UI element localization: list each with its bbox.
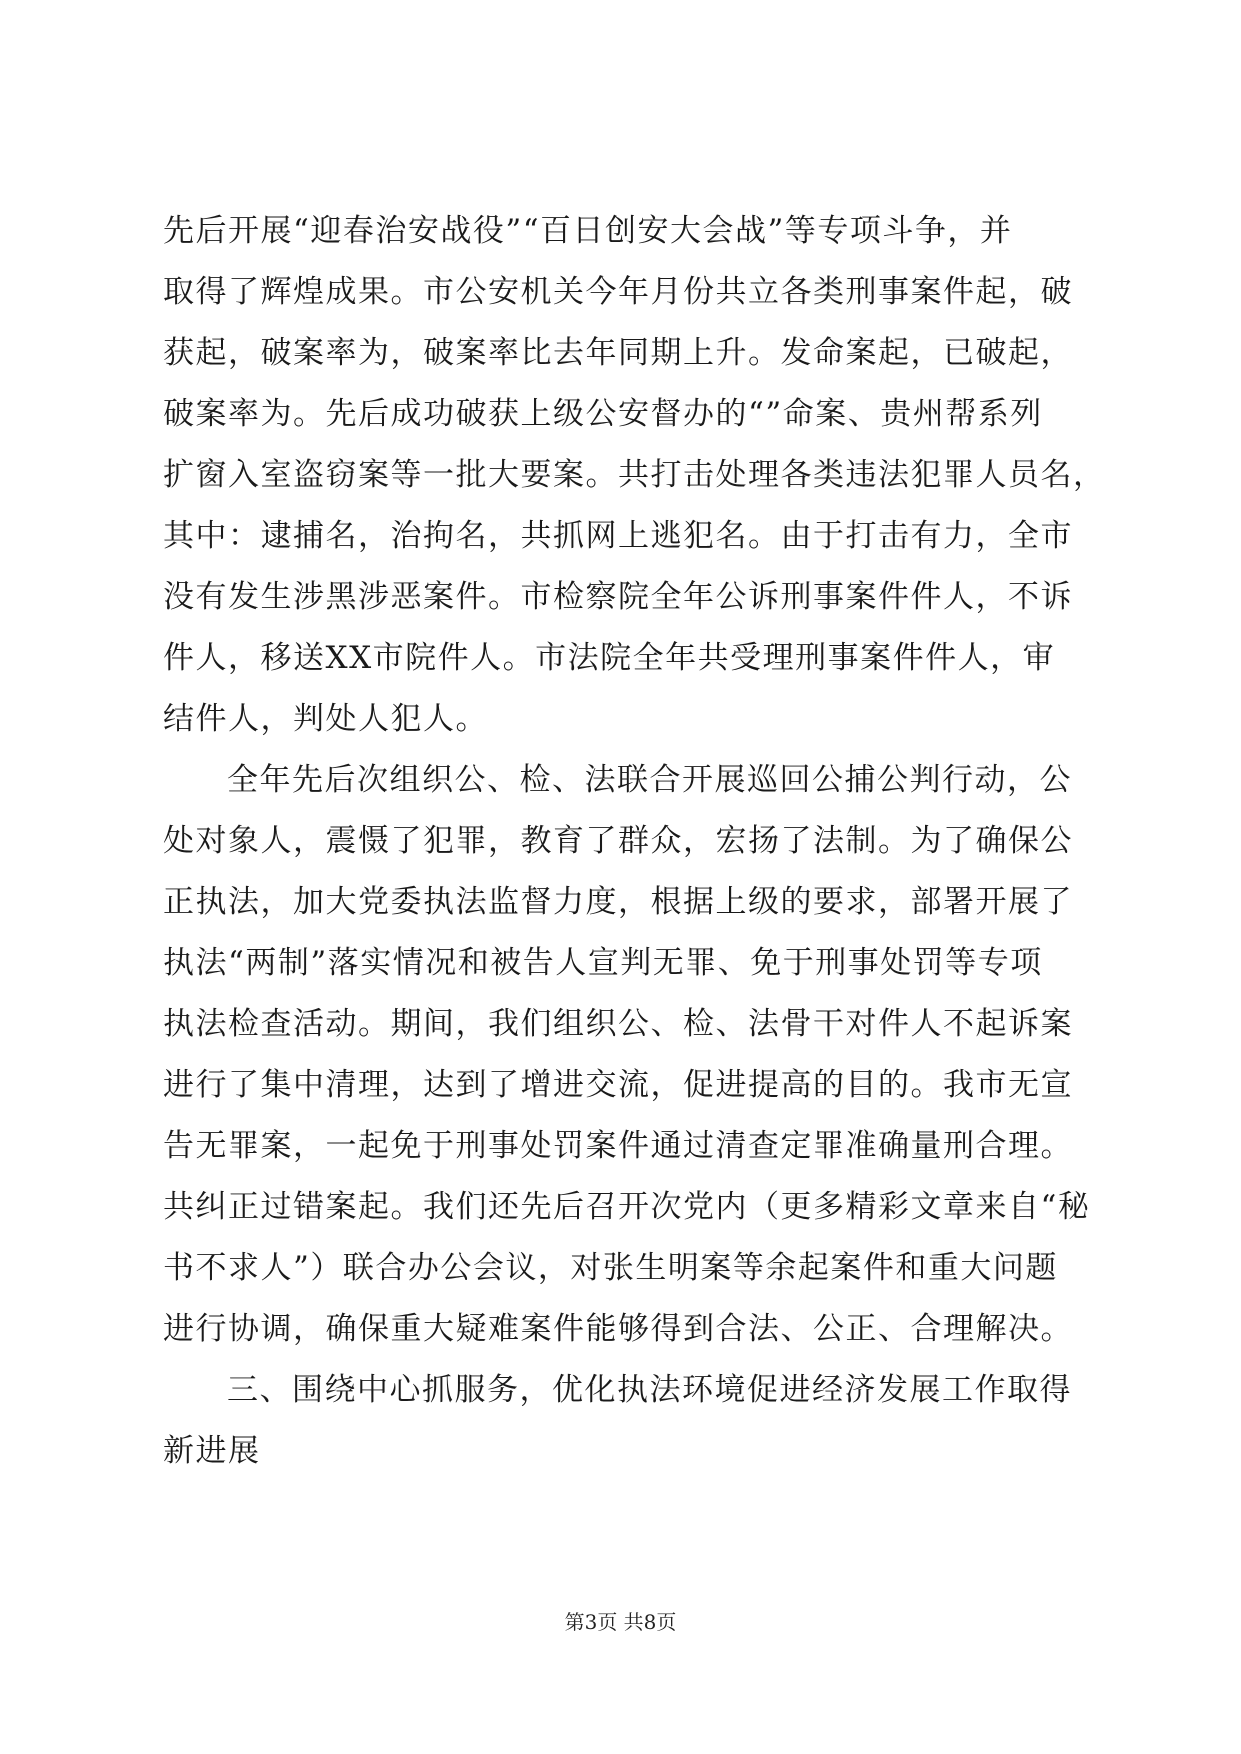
text-line: 共纠正过错案起。我们还先后召开次党内（更多精彩文章来自“秘 (163, 1189, 1091, 1225)
text-line: 告无罪案，一起免于刑事处罚案件通过清查定罪准确量刑合理。 (163, 1128, 1073, 1164)
text-line: 书不求人”）联合办公会议，对张生明案等余起案件和重大问题 (163, 1250, 1058, 1286)
text-line: 扩窗入室盗窃案等一批大要案。共打击处理各类违法犯罪人员名， (163, 457, 1106, 493)
text-line: 进行了集中清理，达到了增进交流，促进提高的目的。我市无宣 (163, 1067, 1073, 1103)
text-line: 件人，移送XX市院件人。市法院全年共受理刑事案件件人，审 (163, 640, 1056, 676)
text-line: 正执法，加大党委执法监督力度，根据上级的要求，部署开展了 (163, 884, 1073, 920)
text-line: 执法“两制”落实情况和被告人宣判无罪、免于刑事处罚等专项 (163, 945, 1043, 981)
text-line: 取得了辉煌成果。市公安机关今年月份共立各类刑事案件起，破 (163, 274, 1073, 310)
text-line: 其中：逮捕名，治拘名，共抓网上逃犯名。由于打击有力，全市 (163, 518, 1073, 554)
text-line: 结件人，判处人犯人。 (163, 701, 488, 737)
text-line: 新进展 (163, 1433, 261, 1469)
text-line: 获起，破案率为，破案率比去年同期上升。发命案起，已破起， (163, 335, 1073, 371)
page-footer: 第3页 共8页 (564, 1610, 677, 1634)
text-line: 破案率为。先后成功破获上级公安督办的“”命案、贵州帮系列 (163, 396, 1043, 432)
text-line: 全年先后次组织公、检、法联合开展巡回公捕公判行动，公 (227, 762, 1072, 798)
text-line: 处对象人，震慑了犯罪，教育了群众，宏扬了法制。为了确保公 (163, 823, 1073, 859)
text-line: 没有发生涉黑涉恶案件。市检察院全年公诉刑事案件件人，不诉 (163, 579, 1073, 615)
text-line: 执法检查活动。期间，我们组织公、检、法骨干对件人不起诉案 (163, 1006, 1073, 1042)
text-line: 先后开展“迎春治安战役”“百日创安大会战”等专项斗争，并 (163, 213, 1013, 249)
text-line: 三、围绕中心抓服务，优化执法环境促进经济发展工作取得 (227, 1372, 1072, 1408)
text-line: 进行协调，确保重大疑难案件能够得到合法、公正、合理解决。 (163, 1311, 1073, 1347)
